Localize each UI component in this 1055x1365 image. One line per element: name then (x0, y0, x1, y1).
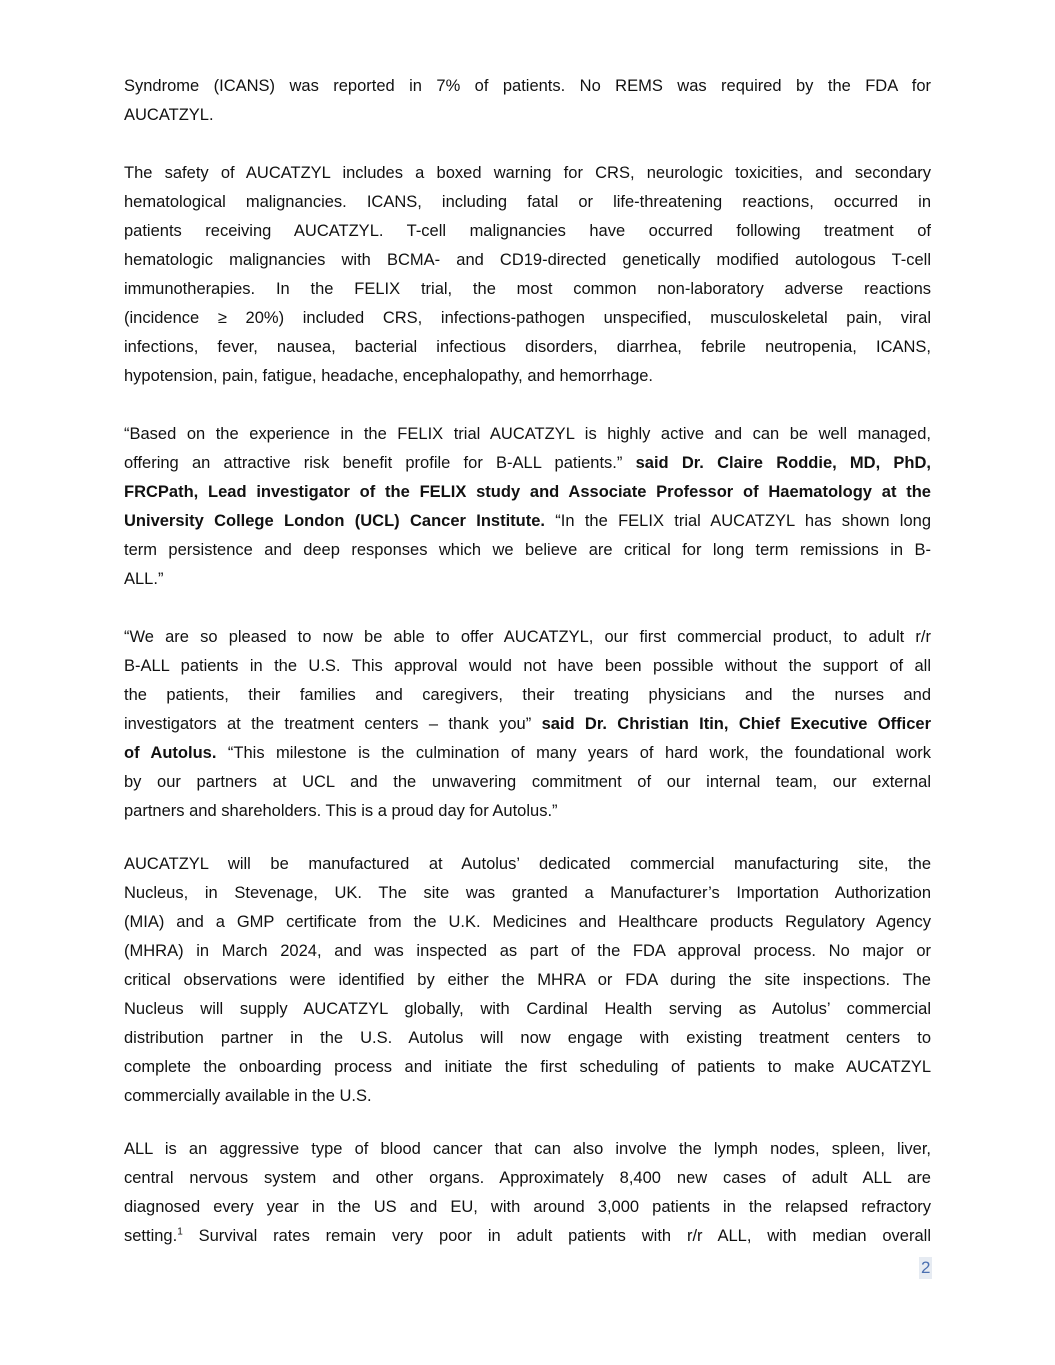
text: complete the onboarding process and initiate the first scheduling of patients to make AUCATZYL (124, 1058, 931, 1076)
text-line (124, 246, 931, 275)
text: AUCATZYL. (124, 106, 214, 124)
bold-text: of Autolus. (124, 744, 217, 762)
text-line (124, 449, 931, 478)
text: The safety of AUCATZYL includes a boxed warning for CRS, neurologic toxicities, and secondary (124, 164, 931, 182)
text: (MIA) and a GMP certificate from the U.K. Medicines and Healthcare products Regulatory Agency (124, 913, 931, 931)
footnote-ref: 1 (177, 1226, 183, 1238)
text-line (124, 1164, 931, 1193)
text: setting. (124, 1227, 178, 1245)
text-line (124, 275, 931, 304)
text-line (124, 739, 931, 768)
text-line (124, 937, 931, 966)
text: B-ALL patients in the U.S. This approval would not have been possible without the support of all (124, 657, 931, 675)
text-line (124, 304, 931, 333)
bold-text: said Dr. Christian Itin, Chief Executive Officer (541, 715, 931, 733)
text: immunotherapies. In the FELIX trial, the most common non-laboratory adverse reactions (124, 280, 931, 298)
text: partners and shareholders. This is a proud day for Autolus.” (124, 802, 558, 820)
text: diagnosed every year in the US and EU, with around 3,000 patients in the relapsed refractory (124, 1198, 931, 1216)
text-line (124, 1053, 931, 1082)
text-line (124, 536, 931, 565)
text: Survival rates remain very poor in adult patients with r/r ALL, with median overall (182, 1227, 931, 1245)
text-line (124, 507, 931, 536)
text: Nucleus will supply AUCATZYL globally, with Cardinal Health serving as Autolus’ commercial (124, 1000, 931, 1018)
page-number: 2 (921, 1258, 931, 1277)
text-line (124, 1222, 931, 1251)
text: (MHRA) in March 2024, and was inspected as part of the FDA approval process. No major or (124, 942, 931, 960)
text: critical observations were identified by either the MHRA or FDA during the site inspections. The (124, 971, 931, 989)
text-line (124, 966, 931, 995)
text: “Based on the experience in the FELIX trial AUCATZYL is highly active and can be well managed, (124, 425, 931, 443)
paragraph (124, 159, 931, 391)
text: central nervous system and other organs. Approximately 8,400 new cases of adult ALL are (124, 1169, 931, 1187)
text-line (124, 623, 931, 652)
text-line (124, 995, 931, 1024)
text: term persistence and deep responses which we believe are critical for long term remissions in B- (124, 541, 931, 559)
text: Syndrome (ICANS) was reported in 7% of patients. No REMS was required by the FDA for (124, 77, 931, 95)
paragraph (124, 850, 931, 1111)
text-line (124, 652, 931, 681)
text-line (124, 908, 931, 937)
text-line (124, 1082, 931, 1111)
text: the patients, their families and caregivers, their treating physicians and the nurses and (124, 686, 931, 704)
text: (incidence ≥ 20%) included CRS, infections-pathogen unspecified, musculoskeletal pain, viral (124, 309, 931, 327)
text-line (124, 217, 931, 246)
text-line (124, 333, 931, 362)
text: commercially available in the U.S. (124, 1087, 372, 1105)
text-line (124, 159, 931, 188)
bold-text: University College London (UCL) Cancer Institute. (124, 512, 545, 530)
paragraph (124, 72, 931, 130)
text-line (124, 420, 931, 449)
text: ALL is an aggressive type of blood cancer that can also involve the lymph nodes, spleen, liver, (124, 1140, 931, 1158)
text-line (124, 1135, 931, 1164)
bold-text: said Dr. Claire Roddie, MD, PhD, (635, 454, 931, 472)
text: offering an attractive risk benefit profile for B-ALL patients.” (124, 454, 636, 472)
text: by our partners at UCL and the unwavering commitment of our internal team, our external (124, 773, 931, 791)
text-line (124, 850, 931, 879)
text: “This milestone is the culmination of many years of hard work, the foundational work (216, 744, 931, 762)
text-line (124, 681, 931, 710)
paragraph (124, 1135, 931, 1251)
text: infections, fever, nausea, bacterial infectious disorders, diarrhea, febrile neutropenia, ICANS, (124, 338, 931, 356)
text-line (124, 565, 931, 594)
text: investigators at the treatment centers – thank you” (124, 715, 542, 733)
text: Nucleus, in Stevenage, UK. The site was granted a Manufacturer’s Importation Authorization (124, 884, 931, 902)
text: “We are so pleased to now be able to offer AUCATZYL, our first commercial product, to adult r/r (124, 628, 931, 646)
text-line (124, 1024, 931, 1053)
paragraph (124, 623, 931, 826)
text-line (124, 72, 931, 101)
text-line (124, 478, 931, 507)
document-body (124, 72, 931, 1280)
text-line (124, 1193, 931, 1222)
text: ALL.” (124, 570, 164, 588)
text-line (124, 362, 931, 391)
text-line (124, 879, 931, 908)
text-line (124, 797, 931, 826)
text-line (124, 188, 931, 217)
paragraph (124, 420, 931, 594)
text: hypotension, pain, fatigue, headache, encephalopathy, and hemorrhage. (124, 367, 654, 385)
text: AUCATZYL will be manufactured at Autolus’ dedicated commercial manufacturing site, the (124, 855, 931, 873)
bold-text: FRCPath, Lead investigator of the FELIX study and Associate Professor of Haematology at the (124, 483, 931, 501)
text: “In the FELIX trial AUCATZYL has shown long (544, 512, 931, 530)
text: patients receiving AUCATZYL. T-cell malignancies have occurred following treatment of (124, 222, 931, 240)
text-line (124, 710, 931, 739)
text-line (124, 768, 931, 797)
text-line (124, 101, 931, 130)
text: hematological malignancies. ICANS, including fatal or life-threatening reactions, occurred in (124, 193, 931, 211)
text: hematologic malignancies with BCMA- and CD19-directed genetically modified autologous T-cell (124, 251, 931, 269)
text: distribution partner in the U.S. Autolus will now engage with existing treatment centers to (124, 1029, 931, 1047)
